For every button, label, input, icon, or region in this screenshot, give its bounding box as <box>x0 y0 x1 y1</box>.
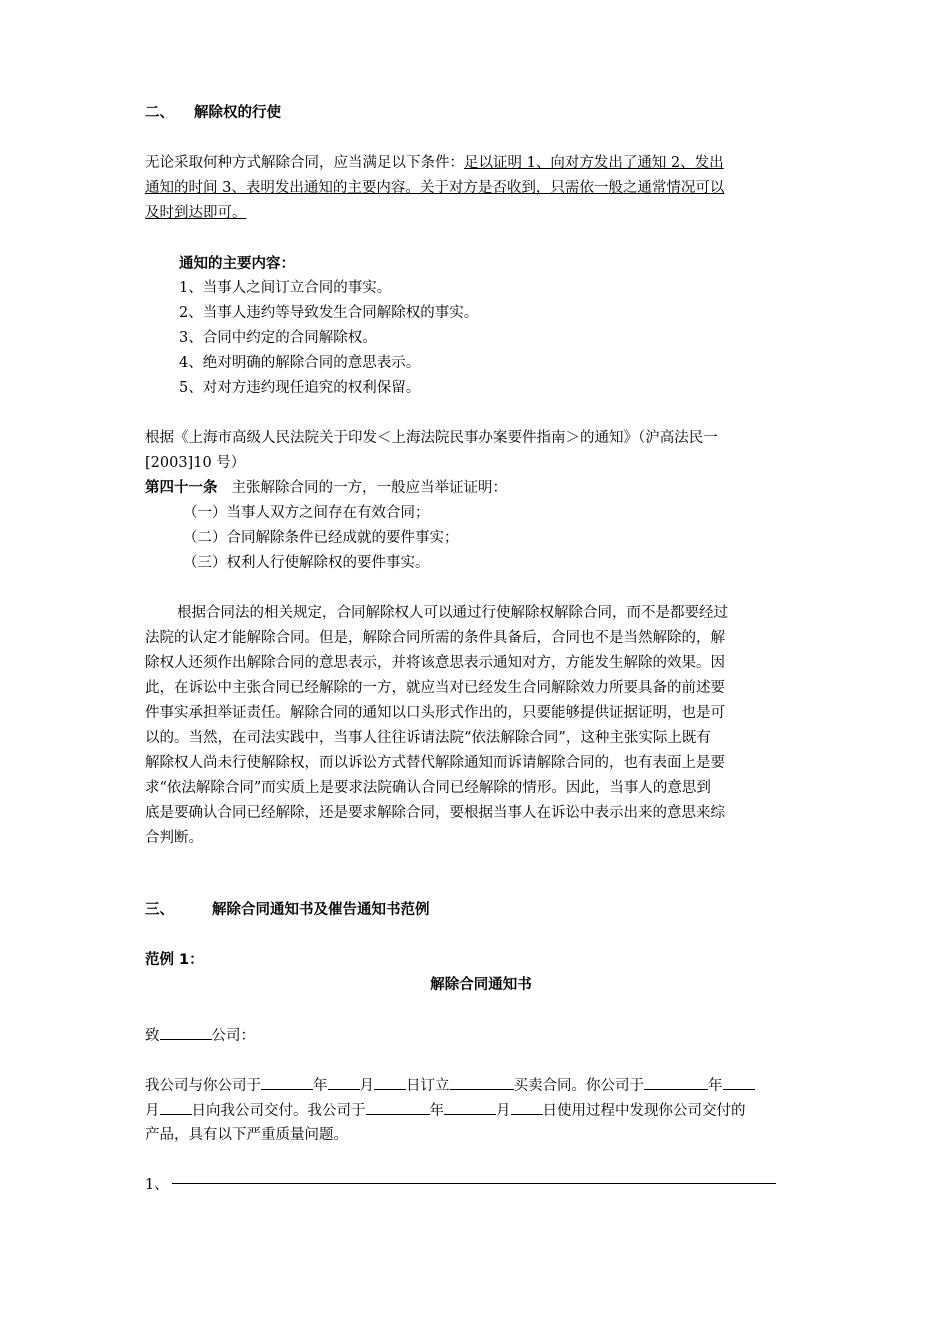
body-line-3: 产品，具有以下严重质量问题。 <box>145 1127 348 1143</box>
paragraph-line: 件事实承担举证责任。解除合同的通知以口头形式作出的，只要能够提供证据证明，也是可 <box>145 705 725 721</box>
body-text: 日订立 <box>406 1078 450 1094</box>
condition-line-1 <box>145 153 724 173</box>
article-item: （三）权利人行使解除权的要件事实。 <box>183 555 430 571</box>
body-text: 年 <box>708 1078 723 1094</box>
body-text: 我公司与你公司于 <box>145 1078 261 1094</box>
day-blank[interactable] <box>160 1100 192 1115</box>
notice-document-title: 解除合同通知书 <box>430 977 532 993</box>
notice-title: 通知的主要内容： <box>179 256 295 272</box>
body-text: 月 <box>359 1078 374 1094</box>
article-item: （二）合同解除条件已经成就的要件事实； <box>183 530 459 546</box>
addressee-prefix: 致 <box>145 1028 160 1044</box>
body-text: 日向我公司交付。我公司于 <box>191 1103 366 1119</box>
item1-fill-line[interactable] <box>172 1183 776 1184</box>
section3-heading-title: 解除合同通知书及催告通知书范例 <box>212 902 430 918</box>
body-text: 月 <box>496 1103 511 1119</box>
paragraph-line: 根据合同法的相关规定，合同解除权人可以通过行使解除权解除合同，而不是都要经过 <box>177 605 728 621</box>
article-text: 主张解除合同的一方，一般应当举证证明： <box>231 480 507 496</box>
body-text: 年 <box>313 1078 328 1094</box>
addressee-suffix: 公司： <box>211 1028 255 1044</box>
year-blank[interactable] <box>261 1075 313 1090</box>
year-blank[interactable] <box>366 1100 430 1115</box>
body-text: 月 <box>145 1103 160 1119</box>
addressee-line <box>145 1025 255 1046</box>
section2-heading-number: 二、 <box>145 105 174 121</box>
paragraph-line: 求“依法解除合同”而实质上是要求法院确认合同已经解除的情形。因此，当事人的意思到 <box>145 780 711 796</box>
body-line-2 <box>145 1100 746 1121</box>
basis-line-2: [2003]10 号） <box>145 455 246 471</box>
condition-plain: 无论采取何种方式解除合同，应当满足以下条件： <box>145 155 464 171</box>
day-blank[interactable] <box>374 1075 406 1090</box>
contract-name-blank[interactable] <box>450 1075 514 1090</box>
notice-item: 3、合同中约定的合同解除权。 <box>179 330 377 346</box>
day-blank[interactable] <box>511 1100 543 1115</box>
example-label: 范例 1： <box>145 952 204 968</box>
notice-item: 4、绝对明确的解除合同的意思表示。 <box>179 355 421 371</box>
body-text: 买卖合同。你公司于 <box>513 1078 644 1094</box>
article-label: 第四十一条 <box>145 480 218 496</box>
notice-item: 2、当事人违约等导致发生合同解除权的事实。 <box>179 305 479 321</box>
notice-item: 1、当事人之间订立合同的事实。 <box>179 280 392 296</box>
paragraph-line: 法院的认定才能解除合同。但是，解除合同所需的条件具备后，合同也不是当然解除的，解 <box>145 630 725 646</box>
condition-underlined: 足以证明 1、向对方发出了通知 2、发出 <box>464 155 724 171</box>
paragraph-line: 解除权人尚未行使解除权，而以诉讼方式替代解除通知而诉请解除合同的，也有表面上是要 <box>145 755 725 771</box>
paragraph-line: 此，在诉讼中主张合同已经解除的一方，就应当对已经发生合同解除效力所要具备的前述要 <box>145 680 725 696</box>
notice-item: 5、对对方违约现任追究的权利保留。 <box>179 380 421 396</box>
company-name-blank[interactable] <box>160 1025 212 1040</box>
paragraph-line: 合判断。 <box>145 830 203 846</box>
month-blank[interactable] <box>723 1075 755 1090</box>
paragraph-line: 以的。当然，在司法实践中，当事人往往诉请法院“依法解除合同”，这种主张实际上既有 <box>145 730 711 746</box>
section3-heading-number: 三、 <box>145 902 174 918</box>
basis-line-1: 根据《上海市高级人民法院关于印发＜上海法院民事办案要件指南＞的通知》（沪高法民一 <box>145 430 718 446</box>
paragraph-line: 除权人还须作出解除合同的意思表示，并将该意思表示通知对方，方能发生解除的效果。因 <box>145 655 725 671</box>
year-blank[interactable] <box>644 1075 708 1090</box>
paragraph-line: 底是要确认合同已经解除，还是要求解除合同，要根据当事人在诉讼中表示出来的意思来综 <box>145 805 725 821</box>
section2-heading-title: 解除权的行使 <box>194 105 281 121</box>
article-item: （一）当事人双方之间存在有效合同； <box>183 505 430 521</box>
body-text: 日使用过程中发现你公司交付的 <box>542 1103 746 1119</box>
item1-prefix: 1、 <box>145 1177 169 1193</box>
body-text: 年 <box>429 1103 444 1119</box>
condition-line-3: 及时到达即可。 <box>145 205 247 221</box>
section3-heading <box>145 900 430 920</box>
condition-line-2: 通知的时间 3、表明发出通知的主要内容。关于对方是否收到，只需依一般之通常情况可以 <box>145 180 725 196</box>
article-line <box>145 478 507 498</box>
month-blank[interactable] <box>444 1100 496 1115</box>
section2-heading <box>145 103 281 123</box>
body-line-1 <box>145 1075 755 1096</box>
month-blank[interactable] <box>328 1075 360 1090</box>
